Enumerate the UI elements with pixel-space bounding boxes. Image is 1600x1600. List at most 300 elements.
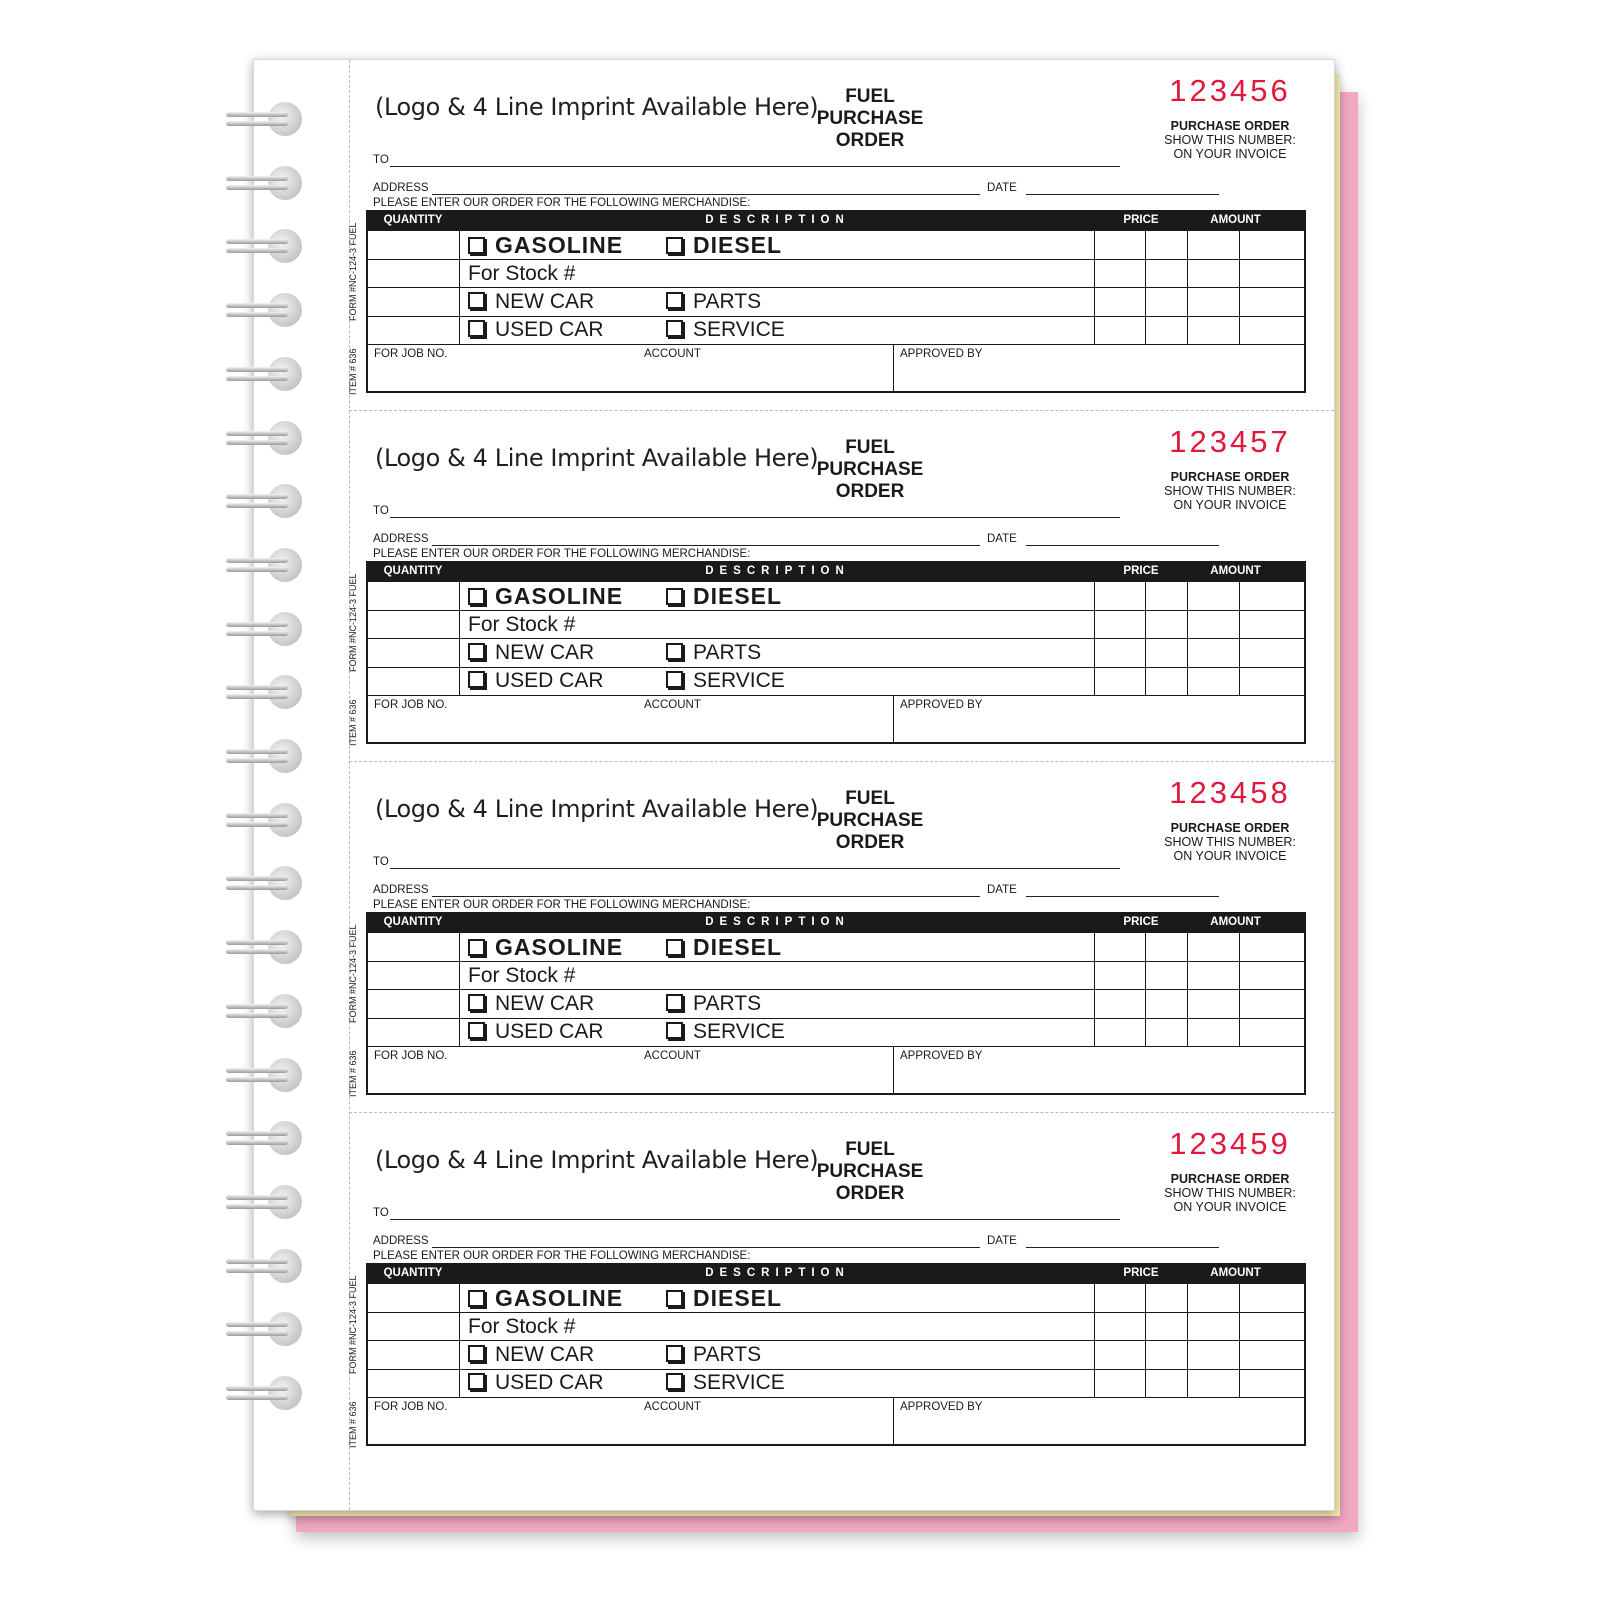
- po-number: 123457: [1169, 424, 1291, 459]
- punch-hole: [268, 293, 302, 327]
- table-header: [368, 914, 1304, 933]
- wire-loop: [226, 885, 288, 890]
- row-divider: [368, 259, 1304, 260]
- po-label: PURCHASE ORDER: [1170, 1172, 1290, 1186]
- checkbox-icon[interactable]: [666, 1022, 683, 1039]
- checkbox-icon[interactable]: [468, 588, 485, 605]
- to-field[interactable]: [390, 1219, 1120, 1220]
- to-field[interactable]: [390, 166, 1120, 167]
- wire-loop: [226, 1322, 288, 1327]
- purchase-order-form: [348, 761, 1315, 1111]
- quantity-header: QUANTITY: [383, 565, 443, 577]
- checkbox-icon[interactable]: [666, 643, 683, 660]
- date-field[interactable]: [1026, 1247, 1219, 1248]
- po-caption: [1120, 821, 1340, 863]
- column-divider: [1187, 563, 1188, 695]
- row-divider: [368, 667, 1304, 668]
- spiral-coil: [226, 355, 306, 395]
- row-divider: [368, 316, 1304, 317]
- wire-loop: [226, 1077, 288, 1082]
- amount-header: AMOUNT: [1210, 214, 1261, 226]
- spiral-coil: [226, 546, 306, 586]
- job-number-field[interactable]: FOR JOB NO.: [374, 699, 448, 711]
- to-field[interactable]: [390, 517, 1120, 518]
- wire-loop: [226, 376, 288, 381]
- option-label: GASOLINE: [495, 232, 624, 258]
- checkbox-icon[interactable]: [468, 1345, 485, 1362]
- table-header: [368, 1265, 1304, 1284]
- spiral-coil: [226, 673, 306, 713]
- po-label: PURCHASE ORDER: [1170, 821, 1290, 835]
- option-label: SERVICE: [693, 318, 785, 341]
- price-header: PRICE: [1123, 214, 1159, 226]
- wire-loop: [226, 1140, 288, 1145]
- wire-loop: [226, 1004, 288, 1009]
- option-label: DIESEL: [693, 232, 783, 258]
- form-title-line: FUEL: [845, 788, 895, 809]
- wire-loop: [226, 176, 288, 181]
- account-field[interactable]: ACCOUNT: [644, 699, 701, 711]
- to-label: TO: [373, 856, 389, 868]
- po-note: SHOW THIS NUMBER:: [1164, 133, 1296, 147]
- parts-option[interactable]: [666, 641, 761, 665]
- checkbox-icon[interactable]: [468, 671, 485, 688]
- checkbox-icon[interactable]: [666, 292, 683, 309]
- approved-by-field[interactable]: APPROVED BY: [900, 1050, 983, 1062]
- new-car-option[interactable]: [468, 992, 594, 1016]
- form-title-line: FUEL: [845, 1139, 895, 1160]
- column-divider: [1187, 1265, 1188, 1397]
- column-divider: [459, 914, 460, 1046]
- wire-loop: [226, 1068, 288, 1073]
- merchandise-table: [366, 561, 1306, 744]
- option-label: DIESEL: [693, 1285, 783, 1311]
- job-number-field[interactable]: FOR JOB NO.: [374, 1401, 448, 1413]
- amount-header: AMOUNT: [1210, 1267, 1261, 1279]
- punch-hole: [268, 1058, 302, 1092]
- logo-imprint-placeholder: (Logo & 4 Line Imprint Available Here): [375, 1146, 819, 1174]
- wire-loop: [226, 440, 288, 445]
- option-label: NEW CAR: [495, 1343, 595, 1366]
- punch-hole: [268, 803, 302, 837]
- table-header: [368, 563, 1304, 582]
- wire-loop: [226, 694, 288, 699]
- logo-imprint-placeholder: (Logo & 4 Line Imprint Available Here): [375, 93, 819, 121]
- price-header: PRICE: [1123, 916, 1159, 928]
- wire-loop: [226, 1195, 288, 1200]
- checkbox-icon[interactable]: [666, 588, 683, 605]
- wire-loop: [226, 558, 288, 563]
- table-header: [368, 212, 1304, 231]
- punch-hole: [268, 166, 302, 200]
- spiral-coil: [226, 164, 306, 204]
- column-divider: [459, 212, 460, 344]
- column-divider: [893, 1046, 894, 1095]
- wire-loop: [226, 494, 288, 499]
- address-label: ADDRESS: [373, 884, 429, 896]
- form-title-line: ORDER: [835, 481, 905, 502]
- spiral-coil: [226, 864, 306, 904]
- spiral-coil: [226, 801, 306, 841]
- service-option[interactable]: [666, 1371, 785, 1395]
- service-option[interactable]: [666, 1020, 785, 1044]
- wire-loop: [226, 1331, 288, 1336]
- option-label: USED CAR: [495, 669, 604, 692]
- row-divider: [368, 287, 1304, 288]
- spiral-coil: [226, 737, 306, 777]
- option-label: USED CAR: [495, 1020, 604, 1043]
- price-header: PRICE: [1123, 1267, 1159, 1279]
- wire-loop: [226, 1013, 288, 1018]
- checkbox-icon[interactable]: [468, 643, 485, 660]
- punch-hole: [268, 1376, 302, 1410]
- wire-loop: [226, 312, 288, 317]
- option-label: GASOLINE: [495, 1285, 624, 1311]
- wire-loop: [226, 813, 288, 818]
- new-car-option[interactable]: [468, 1343, 594, 1367]
- price-header: PRICE: [1123, 565, 1159, 577]
- item-number-label: ITEM # 636: [348, 699, 358, 746]
- wire-loop: [226, 503, 288, 508]
- spiral-coil: [226, 1374, 306, 1414]
- purchase-order-form: [348, 59, 1315, 409]
- wire-loop: [226, 749, 288, 754]
- row-divider: [368, 610, 1304, 611]
- wire-loop: [226, 239, 288, 244]
- job-number-field[interactable]: FOR JOB NO.: [374, 1050, 448, 1062]
- option-label: USED CAR: [495, 318, 604, 341]
- punch-hole: [268, 1249, 302, 1283]
- form-title-line: FUEL: [845, 437, 895, 458]
- row-divider: [368, 1312, 1304, 1313]
- form-title-line: PURCHASE: [816, 810, 924, 831]
- parts-option[interactable]: [666, 290, 761, 314]
- form-number-label: FORM #NC-124-3 FUEL: [348, 924, 358, 1023]
- punch-hole: [268, 930, 302, 964]
- column-divider: [893, 1397, 894, 1446]
- po-label: PURCHASE ORDER: [1170, 119, 1290, 133]
- merchandise-table: [366, 1263, 1306, 1446]
- po-caption: [1120, 470, 1340, 512]
- column-divider: [1187, 914, 1188, 1046]
- date-field[interactable]: [1026, 545, 1219, 546]
- option-label: NEW CAR: [495, 641, 595, 664]
- amount-header: AMOUNT: [1210, 565, 1261, 577]
- spiral-coil: [226, 1310, 306, 1350]
- form-title-line: ORDER: [835, 130, 905, 151]
- spiral-coil: [226, 100, 306, 140]
- service-option[interactable]: [666, 669, 785, 693]
- date-label: DATE: [987, 182, 1017, 194]
- stock-number-field[interactable]: For Stock #: [468, 613, 576, 636]
- po-caption: [1120, 1172, 1340, 1214]
- row-divider: [368, 638, 1304, 639]
- address-field[interactable]: [432, 194, 980, 195]
- to-label: TO: [373, 505, 389, 517]
- checkbox-icon[interactable]: [468, 1373, 485, 1390]
- gasoline-option[interactable]: [468, 934, 623, 961]
- stock-number-field[interactable]: For Stock #: [468, 1315, 576, 1338]
- column-divider: [1187, 212, 1188, 344]
- wire-loop: [226, 303, 288, 308]
- form-number-label: FORM #NC-124-3 FUEL: [348, 222, 358, 321]
- item-number-label: ITEM # 636: [348, 1401, 358, 1448]
- spiral-coil: [226, 482, 306, 522]
- order-instruction: PLEASE ENTER OUR ORDER FOR THE FOLLOWING MERCHANDISE:: [373, 548, 751, 560]
- spiral-coil: [226, 1119, 306, 1159]
- punch-hole: [268, 612, 302, 646]
- punch-hole: [268, 229, 302, 263]
- checkbox-icon[interactable]: [666, 994, 683, 1011]
- po-note: SHOW THIS NUMBER:: [1164, 484, 1296, 498]
- purchase-order-form: [348, 410, 1315, 760]
- option-label: USED CAR: [495, 1371, 604, 1394]
- checkbox-icon[interactable]: [468, 939, 485, 956]
- used-car-option[interactable]: [468, 669, 604, 693]
- checkbox-icon[interactable]: [666, 237, 683, 254]
- wire-loop: [226, 622, 288, 627]
- column-divider: [459, 563, 460, 695]
- option-label: NEW CAR: [495, 992, 595, 1015]
- diesel-option[interactable]: [666, 934, 782, 961]
- address-field[interactable]: [432, 545, 980, 546]
- checkbox-icon[interactable]: [468, 1290, 485, 1307]
- checkbox-icon[interactable]: [666, 1345, 683, 1362]
- column-divider: [459, 1265, 460, 1397]
- option-label: DIESEL: [693, 583, 783, 609]
- item-number-label: ITEM # 636: [348, 348, 358, 395]
- wire-loop: [226, 876, 288, 881]
- quantity-header: QUANTITY: [383, 214, 443, 226]
- option-label: NEW CAR: [495, 290, 595, 313]
- punch-hole: [268, 994, 302, 1028]
- punch-hole: [268, 548, 302, 582]
- wire-loop: [226, 1131, 288, 1136]
- row-divider: [368, 1397, 1304, 1398]
- checkbox-icon[interactable]: [468, 292, 485, 309]
- job-number-field[interactable]: FOR JOB NO.: [374, 348, 448, 360]
- row-divider: [368, 1369, 1304, 1370]
- option-label: PARTS: [693, 641, 762, 664]
- used-car-option[interactable]: [468, 1371, 604, 1395]
- parts-option[interactable]: [666, 992, 761, 1016]
- form-title-line: PURCHASE: [816, 459, 924, 480]
- po-note: SHOW THIS NUMBER:: [1164, 835, 1296, 849]
- date-field[interactable]: [1026, 194, 1219, 195]
- row-divider: [368, 961, 1304, 962]
- date-label: DATE: [987, 533, 1017, 545]
- column-divider: [893, 695, 894, 744]
- punch-hole: [268, 675, 302, 709]
- wire-loop: [226, 1204, 288, 1209]
- quantity-header: QUANTITY: [383, 916, 443, 928]
- address-label: ADDRESS: [373, 533, 429, 545]
- account-field[interactable]: ACCOUNT: [644, 1050, 701, 1062]
- parts-option[interactable]: [666, 1343, 761, 1367]
- merchandise-table: [366, 210, 1306, 393]
- form-title: [810, 1139, 930, 1205]
- description-header: DESCRIPTION: [705, 1267, 850, 1279]
- spiral-coil: [226, 291, 306, 331]
- option-label: PARTS: [693, 992, 762, 1015]
- diesel-option[interactable]: [666, 1285, 782, 1312]
- option-label: GASOLINE: [495, 583, 624, 609]
- diesel-option[interactable]: [666, 232, 782, 259]
- punch-hole: [268, 484, 302, 518]
- order-instruction: PLEASE ENTER OUR ORDER FOR THE FOLLOWING MERCHANDISE:: [373, 899, 751, 911]
- punch-hole: [268, 1185, 302, 1219]
- po-number: 123459: [1169, 1126, 1291, 1161]
- po-note: ON YOUR INVOICE: [1173, 849, 1287, 863]
- account-field[interactable]: ACCOUNT: [644, 1401, 701, 1413]
- quantity-header: QUANTITY: [383, 1267, 443, 1279]
- wire-loop: [226, 121, 288, 126]
- new-car-option[interactable]: [468, 641, 594, 665]
- spiral-binding: [226, 100, 306, 1440]
- gasoline-option[interactable]: [468, 232, 623, 259]
- description-header: DESCRIPTION: [705, 565, 850, 577]
- punch-hole: [268, 866, 302, 900]
- po-caption: [1120, 119, 1340, 161]
- amount-header: AMOUNT: [1210, 916, 1261, 928]
- checkbox-icon[interactable]: [666, 320, 683, 337]
- punch-hole: [268, 739, 302, 773]
- column-divider: [1094, 1265, 1095, 1397]
- address-label: ADDRESS: [373, 182, 429, 194]
- address-field[interactable]: [432, 1247, 980, 1248]
- stock-number-field[interactable]: For Stock #: [468, 964, 576, 987]
- wire-loop: [226, 185, 288, 190]
- form-title-line: PURCHASE: [816, 108, 924, 129]
- service-option[interactable]: [666, 318, 785, 342]
- form-title: [810, 86, 930, 152]
- order-instruction: PLEASE ENTER OUR ORDER FOR THE FOLLOWING MERCHANDISE:: [373, 1250, 751, 1262]
- approved-by-field[interactable]: APPROVED BY: [900, 348, 983, 360]
- address-label: ADDRESS: [373, 1235, 429, 1247]
- wire-loop: [226, 1268, 288, 1273]
- spiral-coil: [226, 227, 306, 267]
- item-number-label: ITEM # 636: [348, 1050, 358, 1097]
- checkbox-icon[interactable]: [468, 320, 485, 337]
- checkbox-icon[interactable]: [468, 1022, 485, 1039]
- column-divider: [1094, 212, 1095, 344]
- used-car-option[interactable]: [468, 1020, 604, 1044]
- row-divider: [368, 1018, 1304, 1019]
- form-number-label: FORM #NC-124-3 FUEL: [348, 1275, 358, 1374]
- purchase-order-form: [348, 1112, 1315, 1462]
- wire-loop: [226, 940, 288, 945]
- new-car-option[interactable]: [468, 290, 594, 314]
- date-label: DATE: [987, 884, 1017, 896]
- po-label: PURCHASE ORDER: [1170, 470, 1290, 484]
- row-divider: [368, 989, 1304, 990]
- po-note: ON YOUR INVOICE: [1173, 1200, 1287, 1214]
- checkbox-icon[interactable]: [666, 1373, 683, 1390]
- diesel-option[interactable]: [666, 583, 782, 610]
- option-label: GASOLINE: [495, 934, 624, 960]
- column-divider: [1094, 563, 1095, 695]
- wire-loop: [226, 949, 288, 954]
- column-divider: [893, 344, 894, 393]
- date-field[interactable]: [1026, 896, 1219, 897]
- wire-loop: [226, 431, 288, 436]
- gasoline-option[interactable]: [468, 1285, 623, 1312]
- address-field[interactable]: [432, 896, 980, 897]
- row-divider: [368, 1046, 1304, 1047]
- po-number: 123456: [1169, 73, 1291, 108]
- checkbox-icon[interactable]: [468, 994, 485, 1011]
- account-field[interactable]: ACCOUNT: [644, 348, 701, 360]
- checkbox-icon[interactable]: [666, 671, 683, 688]
- to-field[interactable]: [390, 868, 1120, 869]
- row-divider: [368, 344, 1304, 345]
- form-title: [810, 788, 930, 854]
- gasoline-option[interactable]: [468, 583, 623, 610]
- wire-loop: [226, 1386, 288, 1391]
- checkbox-icon[interactable]: [666, 1290, 683, 1307]
- punch-hole: [268, 421, 302, 455]
- form-title-line: ORDER: [835, 1183, 905, 1204]
- form-title-line: PURCHASE: [816, 1161, 924, 1182]
- column-divider: [1094, 914, 1095, 1046]
- punch-hole: [268, 1312, 302, 1346]
- order-instruction: PLEASE ENTER OUR ORDER FOR THE FOLLOWING MERCHANDISE:: [373, 197, 751, 209]
- spiral-coil: [226, 928, 306, 968]
- merchandise-table: [366, 912, 1306, 1095]
- row-divider: [368, 1340, 1304, 1341]
- po-note: SHOW THIS NUMBER:: [1164, 1186, 1296, 1200]
- to-label: TO: [373, 1207, 389, 1219]
- po-number: 123458: [1169, 775, 1291, 810]
- stock-number-field[interactable]: For Stock #: [468, 262, 576, 285]
- used-car-option[interactable]: [468, 318, 604, 342]
- option-label: PARTS: [693, 290, 762, 313]
- description-header: DESCRIPTION: [705, 916, 850, 928]
- wire-loop: [226, 1395, 288, 1400]
- form-title-line: FUEL: [845, 86, 895, 107]
- logo-imprint-placeholder: (Logo & 4 Line Imprint Available Here): [375, 795, 819, 823]
- spiral-coil: [226, 992, 306, 1032]
- to-label: TO: [373, 154, 389, 166]
- wire-loop: [226, 112, 288, 117]
- wire-loop: [226, 685, 288, 690]
- logo-imprint-placeholder: (Logo & 4 Line Imprint Available Here): [375, 444, 819, 472]
- spiral-coil: [226, 1247, 306, 1287]
- wire-loop: [226, 367, 288, 372]
- row-divider: [368, 695, 1304, 696]
- approved-by-field[interactable]: APPROVED BY: [900, 699, 983, 711]
- option-label: SERVICE: [693, 1020, 785, 1043]
- date-label: DATE: [987, 1235, 1017, 1247]
- option-label: DIESEL: [693, 934, 783, 960]
- spiral-coil: [226, 419, 306, 459]
- option-label: SERVICE: [693, 669, 785, 692]
- po-note: ON YOUR INVOICE: [1173, 498, 1287, 512]
- wire-loop: [226, 1259, 288, 1264]
- punch-hole: [268, 1121, 302, 1155]
- spiral-coil: [226, 610, 306, 650]
- checkbox-icon[interactable]: [666, 939, 683, 956]
- checkbox-icon[interactable]: [468, 237, 485, 254]
- wire-loop: [226, 758, 288, 763]
- option-label: SERVICE: [693, 1371, 785, 1394]
- punch-hole: [268, 102, 302, 136]
- approved-by-field[interactable]: APPROVED BY: [900, 1401, 983, 1413]
- spiral-coil: [226, 1056, 306, 1096]
- punch-hole: [268, 357, 302, 391]
- wire-loop: [226, 567, 288, 572]
- form-title: [810, 437, 930, 503]
